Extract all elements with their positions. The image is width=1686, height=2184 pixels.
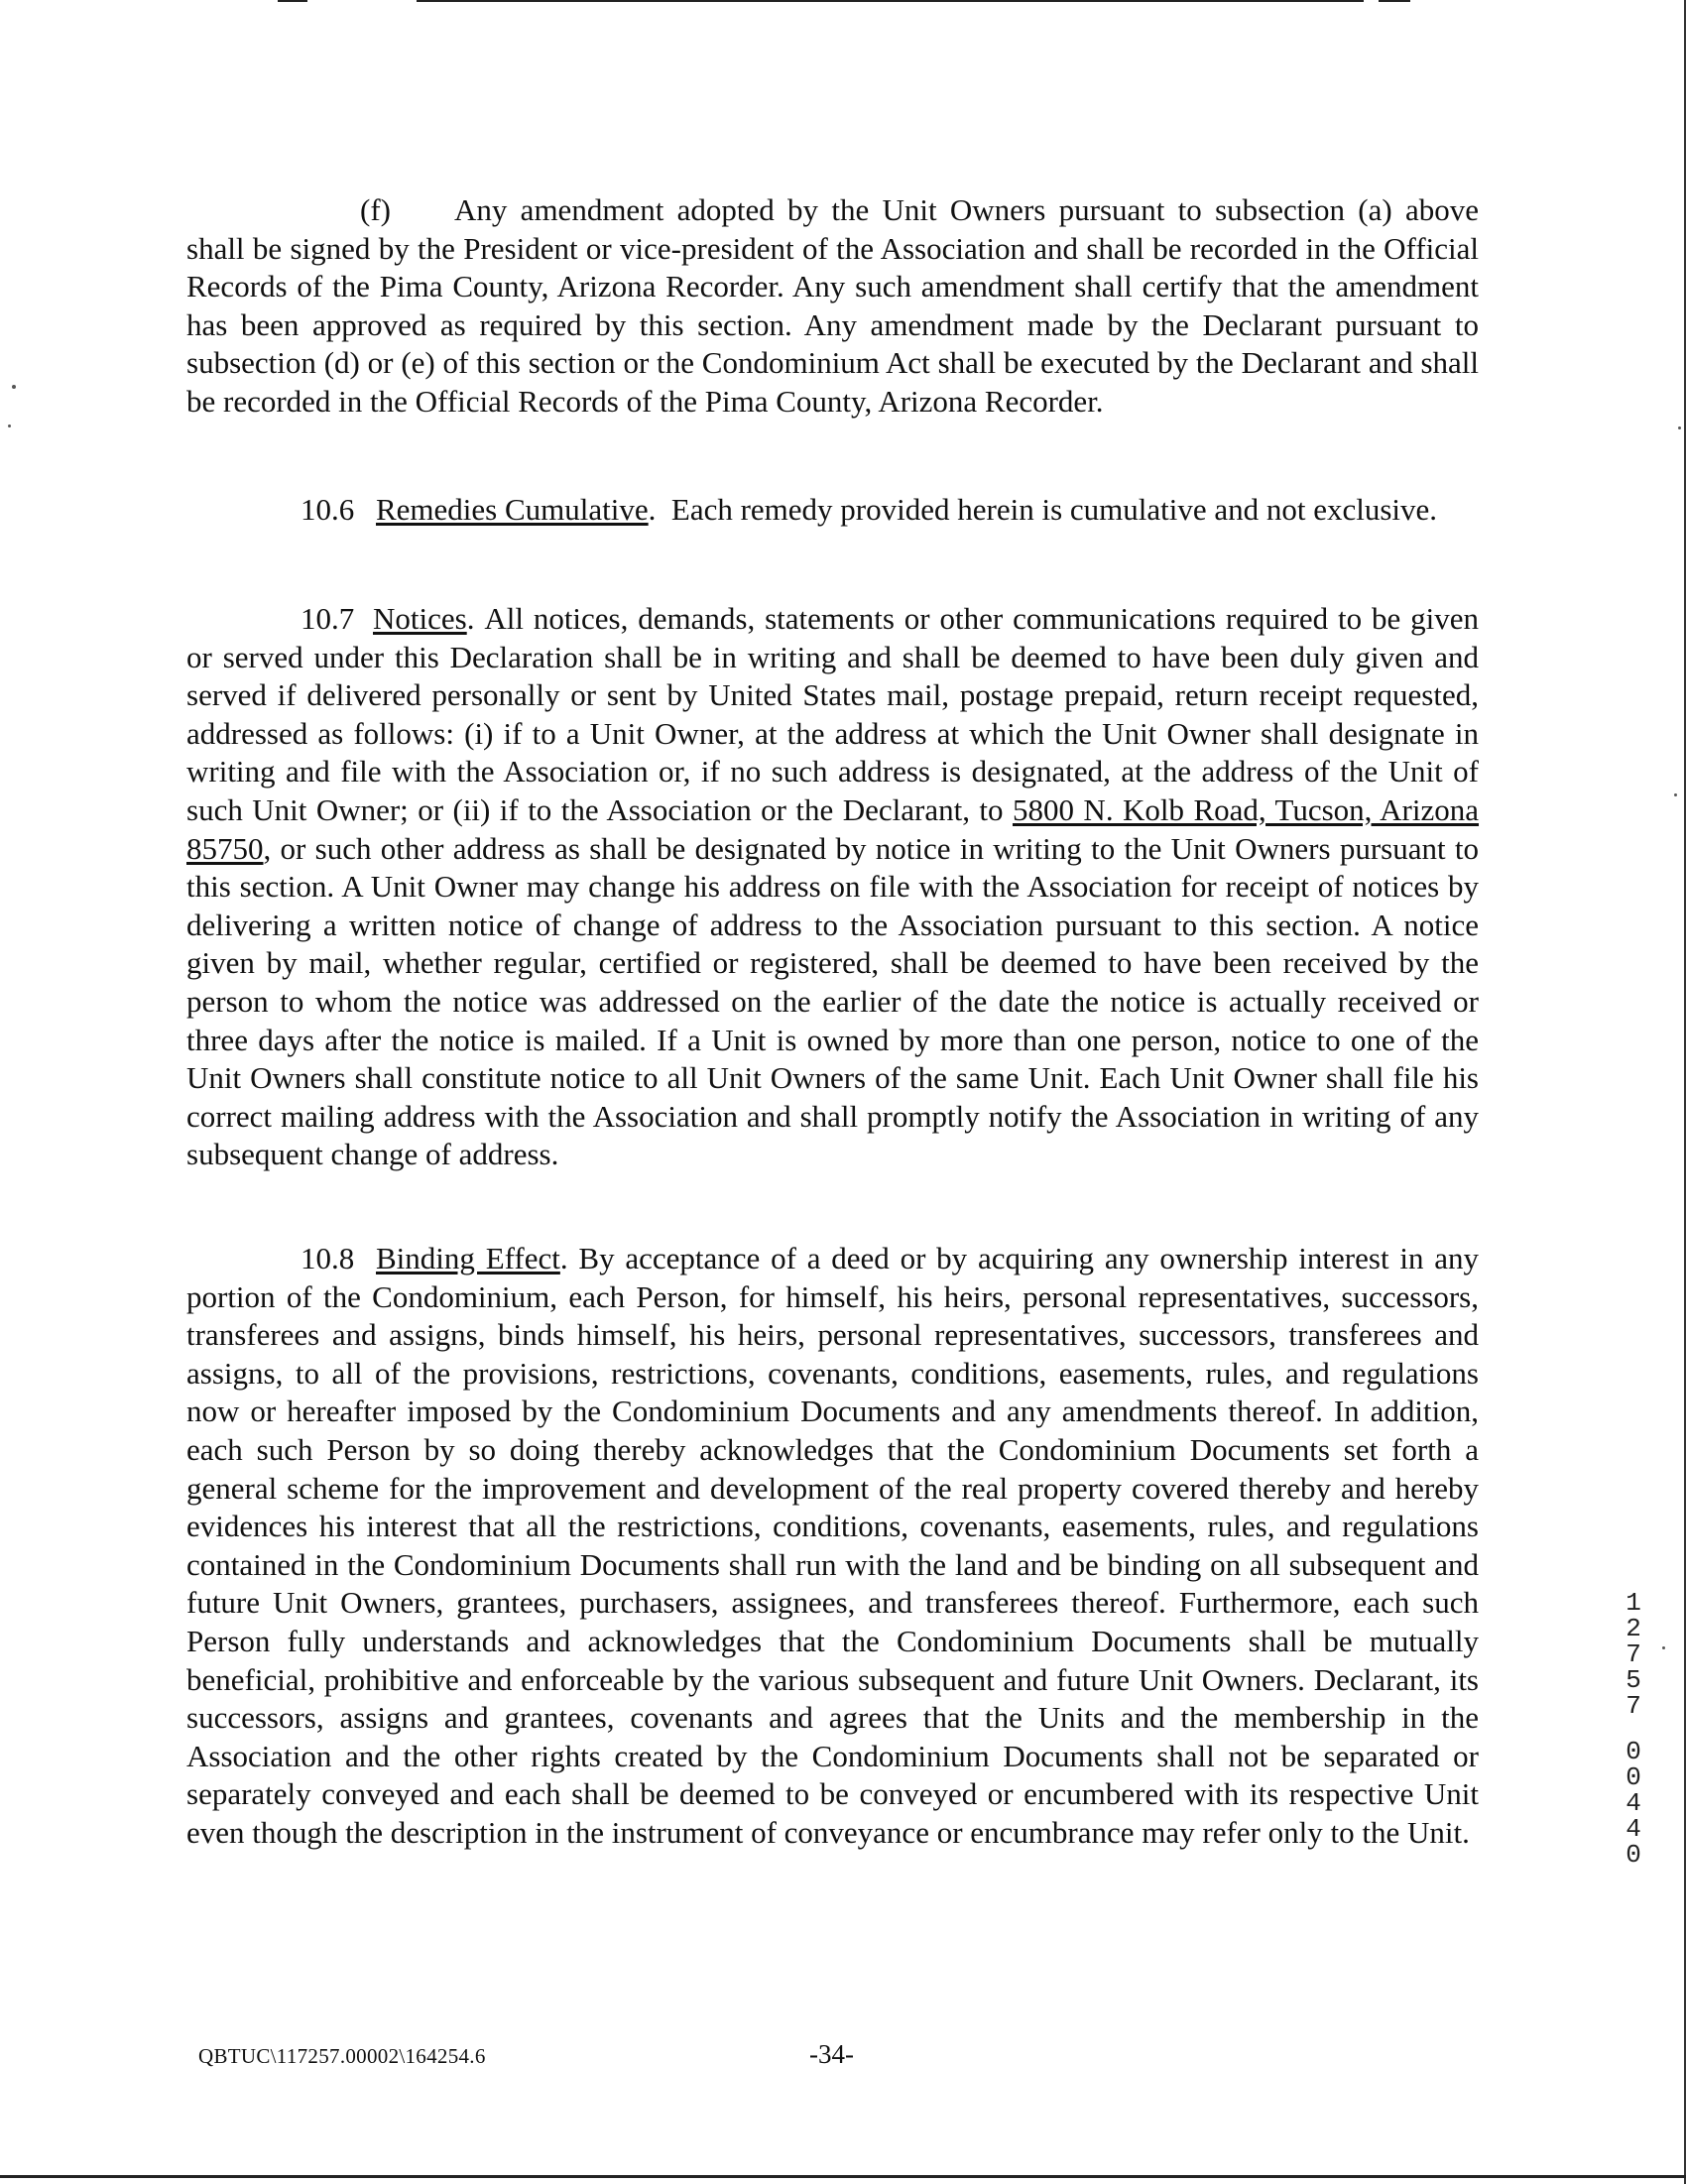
stamp-digit: 7	[1626, 1691, 1641, 1721]
section-heading: Remedies Cumulative	[376, 492, 649, 527]
stamp-digit: 2	[1626, 1614, 1641, 1643]
scan-speck	[1678, 426, 1681, 429]
scan-bottom-rule	[0, 2175, 1686, 2178]
section-heading: Notices	[373, 601, 467, 636]
recording-stamp	[1622, 1590, 1645, 1868]
section-heading: Binding Effect	[376, 1241, 560, 1275]
section-text: All notices, demands, statements or other communications required to be given or served under this Declaration shall be in writing and shall be deemed to have been duly given and served if delivered personally or sent by United States mail, postage prepaid, return receipt requested, addressed as follows: (i) if to a Unit Owner, at the address at which the Unit Owner shall designate in writing and file with the Association or, if no such address is designated, at the address of the Unit of such Unit Owner; or (ii) if to the Association or the Declarant, to	[186, 601, 1479, 827]
stamp-digit: 0	[1626, 1762, 1641, 1792]
scan-top-rule	[417, 0, 1364, 2]
section-10-8: 10.8 Binding Effect. By acceptance of a deed or by acquiring any ownership interest in any portion of the Condominium, each Person, for himself, his heirs, personal representatives, successors, transferees and assigns, binds himself, his heirs, personal representatives, successors, transferees and assigns, to all of the provisions, restrictions, covenants, conditions, easements, rules, and regulations now or hereafter imposed by the Condominium Documents and any amendments thereof. In addition, each such Person by so doing thereby acknowledges that the Condominium Documents set forth a general scheme for the improvement and development of the real property covered thereby and hereby evidences his interest that all the restrictions, conditions, covenants, easements, rules, and regulations contained in the Condominium Documents shall run with the land and be binding on all subsequent and future Unit Owners, grantees, purchasers, assignees, and transferees thereof. Furthermore, each such Person fully understands and acknowledges that the Condominium Documents shall be mutually beneficial, prohibitive and enforceable by the various subsequent and future Unit Owners. Declarant, its successors, assigns and grantees, covenants and agrees that the Units and the membership in the Association and the other rights created by the Condominium Documents shall not be separated or separately conveyed and each shall be deemed to be conveyed or encumbered with its respective Unit even though the description in the instrument of conveyance or encumbrance may refer only to the Unit.	[186, 1241, 1480, 1850]
paragraph-text: Any amendment adopted by the Unit Owners pursuant to subsection (a) above shall be signed by the President or vice-president of the Association and shall be recorded in the Official Records of the Pima County, Arizona Recorder. Any such amendment shall certify that the amendment has been approved as required by this section. Any amendment made by the Declarant pursuant to subsection (d) or (e) of this section or the Condominium Act shall be executed by the Declarant and shall be recorded in the Official Records of the Pima County, Arizona Recorder.	[186, 192, 1479, 419]
stamp-digit: 4	[1626, 1814, 1641, 1844]
scan-speck	[12, 385, 16, 389]
section-text: Each remedy provided herein is cumulative and not exclusive.	[670, 492, 1438, 527]
paragraph-label: (f)	[360, 192, 391, 227]
scan-edge-mark	[278, 0, 307, 2]
stamp-digit: 4	[1626, 1788, 1641, 1818]
page-number: -34-	[809, 2039, 854, 2069]
scan-speck	[1662, 1646, 1665, 1649]
stamp-digit: 1	[1626, 1588, 1641, 1618]
document-id: QBTUC\117257.00002\164254.6	[198, 2044, 486, 2068]
section-10-6: 10.6 Remedies Cumulative. Each remedy provided herein is cumulative and not exclusive.	[186, 491, 1479, 530]
section-text: By acceptance of a deed or by acquiring any ownership interest in any portion of the Condominium, each Person, for himself, his heirs, personal representatives, successors, transferees and assigns, binds himself, his heirs, personal representatives, successors, transferees and assigns, to all of the provisions, restrictions, covenants, conditions, easements, rules, and regulations now or hereafter imposed by the Condominium Documents and any amendments thereof. In addition, each such Person by so doing thereby acknowledges that the Condominium Documents set forth a general scheme for the improvement and development of the real property covered thereby and hereby evidences his interest that all the restrictions, conditions, covenants, easements, rules, and regulations contained in the Condominium Documents shall run with the land and be binding on all subsequent and future Unit Owners, grantees, purchasers, assignees, and transferees thereof. Furthermore, each such Person fully understands and acknowledges that the Condominium Documents shall be mutually beneficial, prohibitive and enforceable by the various subsequent and future Unit Owners. Declarant, its successors, assigns and grantees, covenants and agrees that the Units and the membership in the Association and the other rights created by the Condominium Documents shall not be separated or separately conveyed and each shall be deemed to be conveyed or encumbered with its respective Unit even though the description in the instrument of conveyance or encumbrance may refer only to the Unit.	[186, 1241, 1480, 1850]
scan-speck	[8, 425, 11, 427]
scan-edge-mark	[1379, 0, 1410, 2]
section-text-continued: , or such other address as shall be designated by notice in writing to the Unit Owners pursuant to this section. A Unit Owner may change his address on file with the Association for receipt of notices by delivering a written notice of change of address to the Association pursuant to this section. A notice given by mail, whether regular, certified or registered, shall be deemed to have been received by the person to whom the notice was addressed on the earlier of the date the notice is actually received or three days after the notice is mailed. If a Unit is owned by more than one person, notice to one of the Unit Owners shall constitute notice to all Unit Owners of the same Unit. Each Unit Owner shall file his correct mailing address with the Association and shall promptly notify the Association in writing of any subsequent change of address.	[186, 830, 1479, 1172]
stamp-digit: 0	[1626, 1737, 1641, 1766]
scan-speck	[1674, 793, 1677, 796]
section-number: 10.7	[301, 601, 355, 636]
paragraph-f	[186, 191, 1479, 422]
stamp-digit: 7	[1626, 1639, 1641, 1669]
section-number: 10.8	[301, 1241, 355, 1275]
section-10-7: 10.7 Notices. All notices, demands, statements or other communications required to be given or served under this Declaration shall be in writing and shall be deemed to have been duly given and served if delivered personally or sent by United States mail, postage prepaid, return receipt requested, addressed as follows: (i) if to a Unit Owner, at the address at which the Unit Owner shall designate in writing and file with the Association or, if no such address is designated, at the address of the Unit of such Unit Owner; or (ii) if to the Association or the Declarant, to 5800 N. Kolb Road, Tucson, Arizona 85750, or such other address as shall be designated by notice in writing to the Unit Owners pursuant to this section. A Unit Owner may change his address on file with the Association for receipt of notices by delivering a written notice of change of address to the Association pursuant to this section. A notice given by mail, whether regular, certified or registered, shall be deemed to have been received by the person to whom the notice was addressed on the earlier of the date the notice is actually received or three days after the notice is mailed. If a Unit is owned by more than one person, notice to one of the Unit Owners shall constitute notice to all Unit Owners of the same Unit. Each Unit Owner shall file his correct mailing address with the Association and shall promptly notify the Association in writing of any subsequent change of address.	[186, 601, 1480, 1172]
notice-address: 5800 N. Kolb Road, Tucson, Arizona 85750	[186, 791, 1480, 866]
section-number: 10.6	[301, 492, 355, 527]
stamp-digit: 0	[1626, 1840, 1641, 1870]
stamp-digit: 5	[1626, 1665, 1641, 1695]
